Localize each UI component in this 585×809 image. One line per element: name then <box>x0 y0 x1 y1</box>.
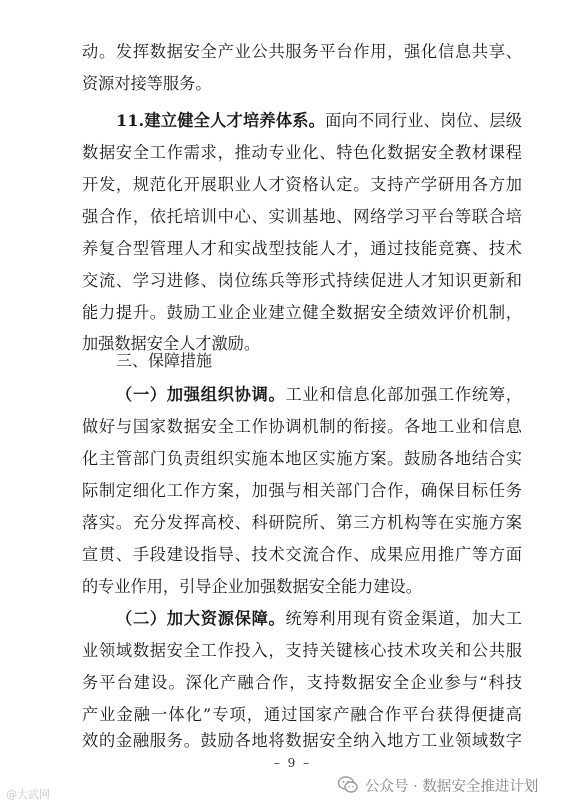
item-11-heading: 11.建立健全人才培养体系。 <box>116 111 326 130</box>
text-line: 能力提升。鼓励工业企业建立健全数据安全绩效评价机制， <box>82 303 522 322</box>
measure-2-first-line <box>116 609 522 629</box>
page-number: – 9 – <box>273 756 312 770</box>
item-11-text: 面向不同行业、岗位、层级 <box>325 111 522 130</box>
text-line: 化主管部门负责组织实施本地区实施方案。鼓励各地结合实 <box>82 449 522 468</box>
text-line: 际制定细化工作方案，加强与相关部门合作，确保目标任务 <box>82 481 522 500</box>
watermark-account-name: 公众号 · 数据安全推进计划 <box>365 778 539 795</box>
text-line: 业领域数据安全工作投入，支持关键核心技术攻关和公共服 <box>82 641 522 660</box>
measure-1-first-line <box>116 385 522 405</box>
measure-1-heading: （一）加强组织协调。 <box>116 385 286 404</box>
item-11-first-line <box>116 111 522 131</box>
text-line: 的专业作用，引导企业加强数据安全能力建设。 <box>82 577 422 596</box>
text-line: 做好与国家数据安全工作协调机制的衔接。各地工业和信息 <box>82 417 522 436</box>
text-line: 开发，规范化开展职业人才资格认定。支持产学研用各方加 <box>82 175 522 194</box>
text-line: 交流、学习进修、岗位练兵等形式持续促进人才知识更新和 <box>82 271 522 290</box>
wechat-icon <box>337 774 359 796</box>
text-line: 效的金融服务。鼓励各地将数据安全纳入地方工业领域数字 <box>82 731 522 750</box>
text-line: 强合作，依托培训中心、实训基地、网络学习平台等联合培 <box>82 207 522 226</box>
watermark-left: @大武网 <box>6 788 50 801</box>
text-line: 养复合型管理人才和实战型技能人才，通过技能竞赛、技术 <box>82 239 522 258</box>
text-line: 宣贯、手段建设指导、技术交流合作、成果应用推广等方面 <box>82 545 522 564</box>
text-line: 数据安全工作需求，推动专业化、特色化数据安全教材课程 <box>82 143 522 162</box>
measure-2-heading: （二）加大资源保障。 <box>116 609 286 628</box>
section-heading: 三、保障措施 <box>116 351 213 370</box>
watermark-right <box>337 770 538 800</box>
text-line: 产业金融一体化”专项，通过国家产融合作平台获得便捷高 <box>82 705 522 724</box>
measure-1-text: 工业和信息化部加强工作统筹， <box>285 385 522 404</box>
text-line: 动。发挥数据安全产业公共服务平台作用，强化信息共享、 <box>82 42 522 61</box>
measure-2-text: 统筹利用现有资金渠道，加大工 <box>285 609 522 628</box>
text-line: 落实。充分发挥高校、科研院所、第三方机构等在实施方案 <box>82 513 522 532</box>
text-line: 务平台建设。深化产融合作，支持数据安全企业参与“科技 <box>82 673 522 692</box>
text-line: 加强数据安全人才激励。 <box>82 334 261 353</box>
text-line: 资源对接等服务。 <box>82 74 212 93</box>
